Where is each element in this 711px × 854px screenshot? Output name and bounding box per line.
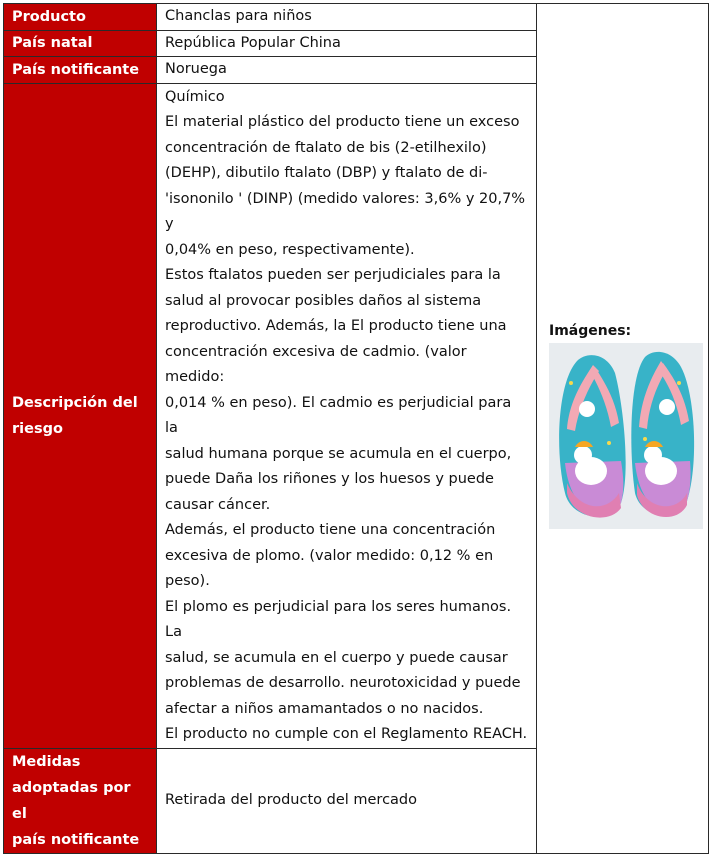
flip-flops-image: [549, 343, 703, 529]
risk-line: concentración de ftalato de bis (2-etilhexilo): [165, 139, 487, 156]
label-medidas: [4, 748, 157, 853]
risk-line: causar cáncer.: [165, 496, 271, 513]
risk-line: salud humana porque se acumula en el cuerpo,: [165, 445, 512, 462]
product-report-table: [3, 3, 709, 854]
value-producto: Chanclas para niños: [157, 4, 537, 31]
label-medidas-line: Medidas: [12, 753, 81, 770]
risk-line: reproductivo. Además, la El producto tiene una: [165, 318, 507, 334]
images-block: [549, 323, 704, 529]
row-producto: [4, 4, 709, 31]
risk-line: 0,014 % en peso). El cadmio es perjudicial para la: [165, 394, 512, 436]
risk-line: El producto no cumple con el Reglamento REACH.: [165, 726, 528, 742]
risk-line: 'isononilo ' (DINP) (medido valores: 3,6% y 20,7% y: [165, 190, 526, 232]
label-pais-notificante: País notificante: [4, 57, 157, 84]
risk-line: El material plástico del producto tiene un exceso: [165, 114, 520, 130]
value-pais-natal: República Popular China: [157, 30, 537, 57]
risk-line: excesiva de plomo. (valor medido: 0,12 % en peso).: [165, 547, 494, 589]
label-medidas-line: país notificante: [12, 831, 140, 848]
label-producto: Producto: [4, 4, 157, 31]
risk-line: concentración excesiva de cadmio. (valor medido:: [165, 343, 467, 385]
risk-line: Además, el producto tiene una concentración: [165, 522, 496, 538]
risk-line: (DEHP), dibutilo ftalato (DBP) y ftalato de di-: [165, 165, 488, 181]
risk-line: Químico: [165, 88, 225, 105]
value-medidas: Retirada del producto del mercado: [157, 748, 537, 853]
risk-line: El plomo es perjudicial para los seres humanos. La: [165, 598, 512, 640]
risk-line: salud al provocar posibles daños al sistema: [165, 292, 482, 309]
label-medidas-line: adoptadas por el: [12, 779, 131, 822]
risk-line: puede Daña los riñones y los huesos y puede: [165, 471, 494, 487]
risk-line: Estos ftalatos pueden ser perjudiciales para la: [165, 267, 501, 283]
value-pais-notificante: Noruega: [157, 57, 537, 84]
risk-line: afectar a niños amamantados o no nacidos.: [165, 700, 484, 717]
risk-line: problemas de desarrollo. neurotoxicidad y puede: [165, 675, 521, 691]
risk-line: 0,04% en peso, respectivamente).: [165, 241, 415, 258]
risk-line: salud, se acumula en el cuerpo y puede causar: [165, 649, 508, 666]
label-riesgo: Descripción del riesgo: [4, 83, 157, 748]
images-title: Imágenes:: [549, 323, 632, 340]
label-pais-natal: País natal: [4, 30, 157, 57]
value-riesgo: [157, 83, 537, 748]
images-cell: [537, 4, 709, 854]
flip-flops-photo: [549, 343, 703, 529]
